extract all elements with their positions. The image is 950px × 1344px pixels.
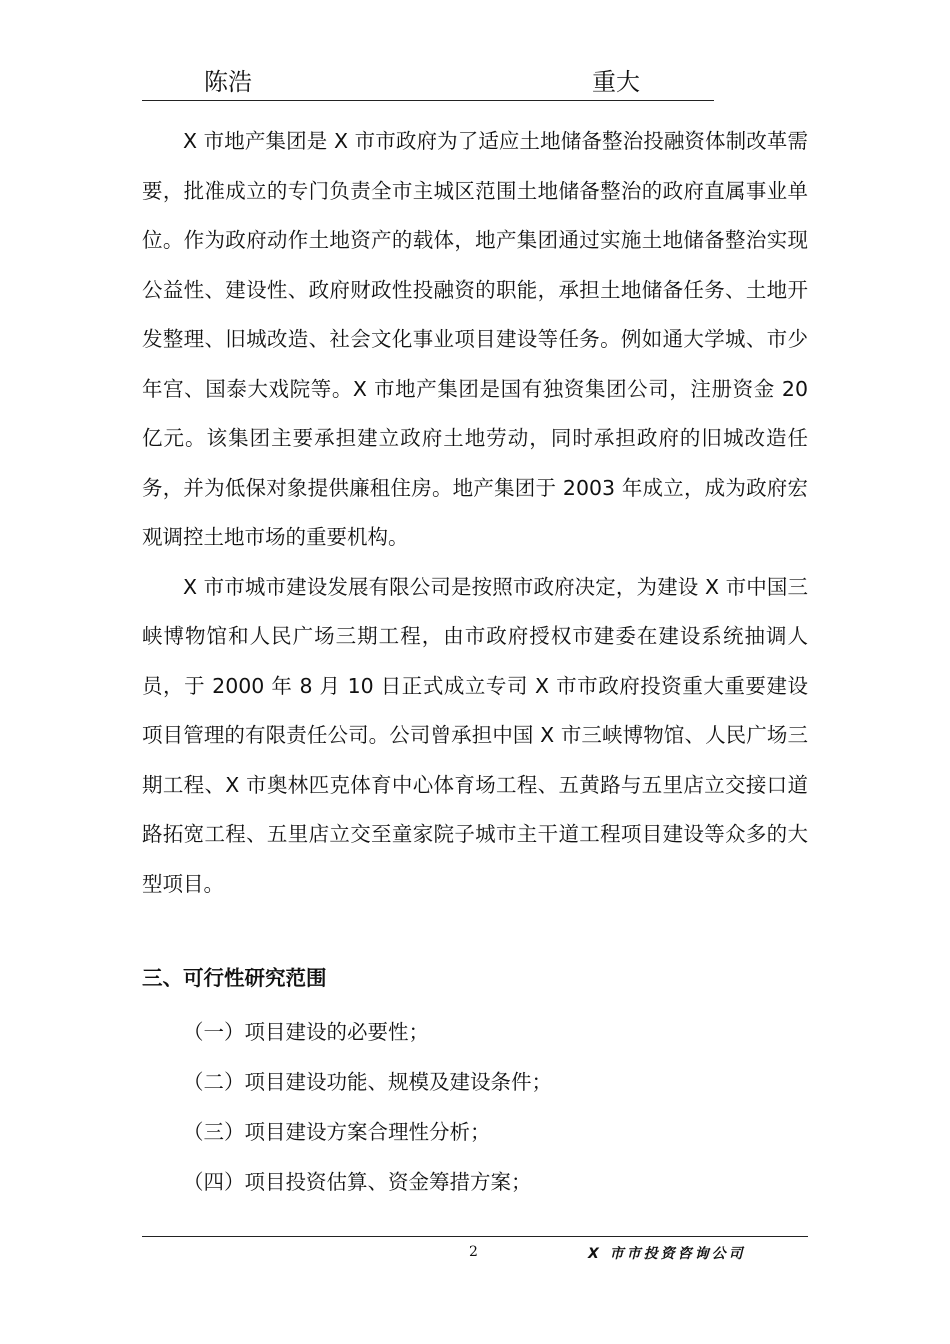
scope-list: [183, 1007, 552, 1207]
list-item: （二）项目建设功能、规模及建设条件；: [183, 1070, 552, 1094]
paragraph-land-group: X 市地产集团是 X 市市政府为了适应土地储备整治投融资体制改革需要，批准成立的专门负责全市主城区范围土地储备整治的政府直属事业单位。作为政府动作土地资产的载体，地产集团通过实施土地储备整治实现公益性、建设性、政府财政性投融资的职能，承担土地储备任务、土地开发整理、旧城改造、社会文化事业项目建设等任务。例如通大学城、市少年宫、国泰大戏院等。X 市地产集团是国有独资集团公司，注册资金 20 亿元。该集团主要承担建立政府土地劳动，同时承担政府的旧城改造任务，并为低保对象提供廉租住房。地产集团于 2003 年成立，成为政府宏观调控土地市场的重要机构。: [142, 129, 808, 549]
paragraph-construction-company: X 市市城市建设发展有限公司是按照市政府决定，为建设 X 市中国三峡博物馆和人民广场三期工程，由市政府授权市建委在建设系统抽调人员，于 2000 年 8 月 10 日正式成立专司 X 市市政府投资重大重要建设项目管理的有限责任公司。公司曾承担中国 X 市三峡博物馆、人民广场三期工程、X 市奥林匹克体育中心体育场工程、五黄路与五里店立交接口道路拓宽工程、五里店立交至童家院子城市主干道工程项目建设等众多的大型项目。: [142, 574, 808, 896]
list-item: （一）项目建设的必要性；: [183, 1020, 429, 1044]
page-header: [142, 60, 714, 101]
section-heading: 三、可行性研究范围: [142, 966, 327, 990]
footer-company: X 市市投资咨询公司: [588, 1246, 746, 1262]
header-author: 陈浩: [204, 68, 252, 96]
list-item: （四）项目投资估算、资金筹措方案；: [183, 1170, 532, 1194]
list-item: （三）项目建设方案合理性分析；: [183, 1120, 491, 1144]
header-title: 重大: [592, 68, 640, 96]
footer-divider: [142, 1236, 808, 1237]
page-number: 2: [469, 1244, 478, 1260]
body-text: [142, 117, 808, 909]
